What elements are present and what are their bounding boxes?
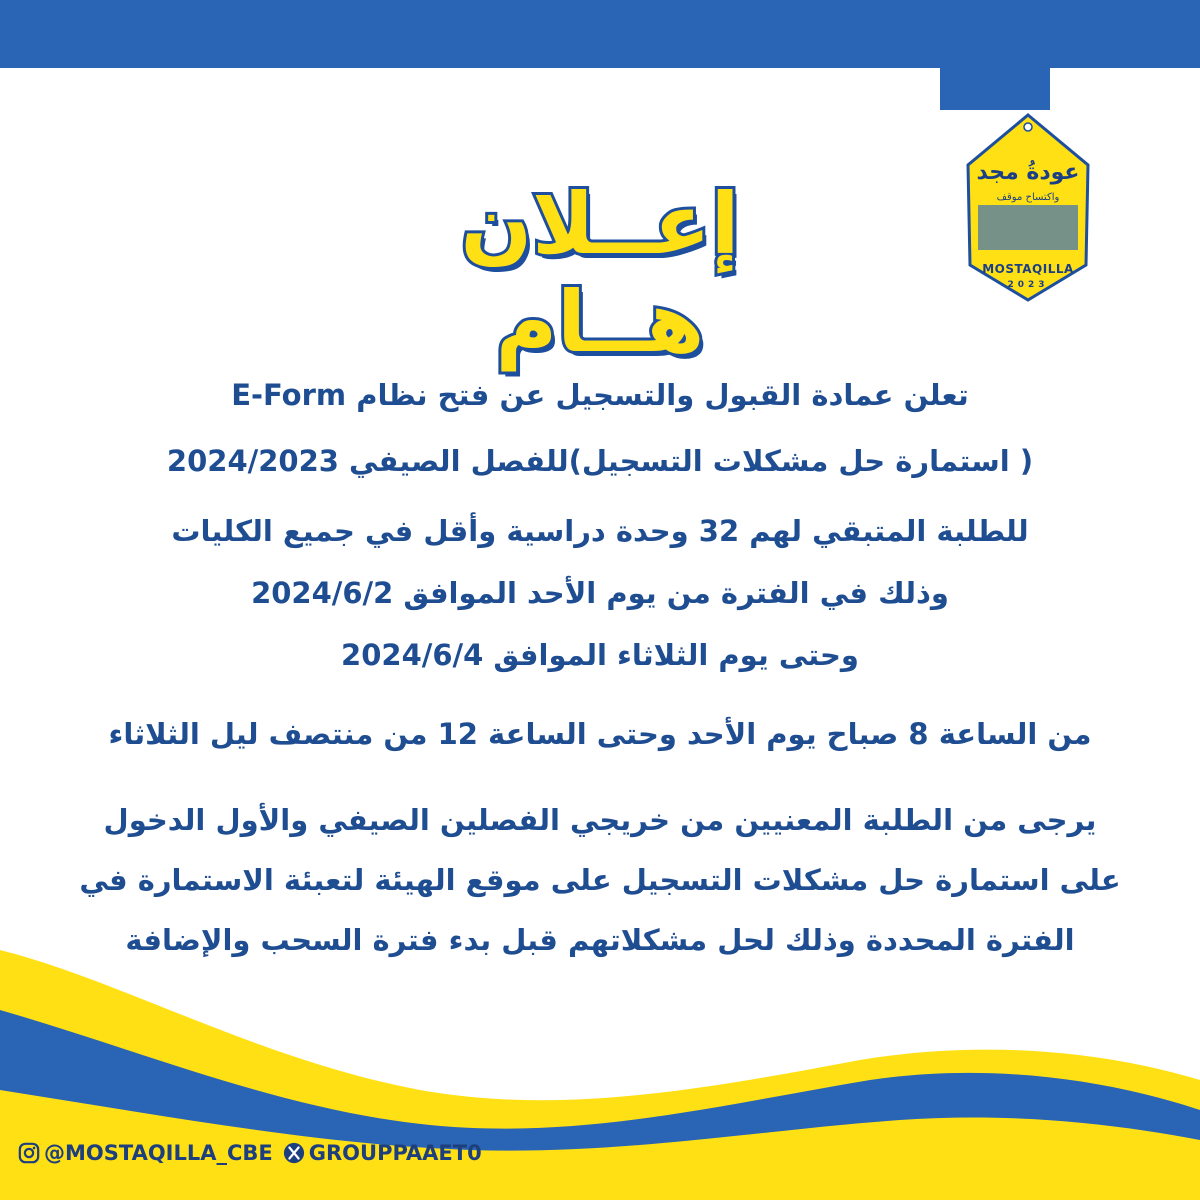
badge-hanger bbox=[940, 60, 1050, 110]
text-line: ( استمارة حل مشكلات التسجيل)للفصل الصيفي 2024/2023 bbox=[166, 444, 1034, 478]
paragraph-hours bbox=[40, 703, 1160, 765]
text-line: على استمارة حل مشكلات التسجيل على موقع الهيئة لتعبئة الاستمارة في bbox=[79, 863, 1121, 897]
badge-year: 2023 bbox=[1007, 280, 1049, 290]
instagram-handle: @MOSTAQILLA_CBE bbox=[44, 1141, 273, 1165]
text-line: يرجى من الطلبة المعنيين من خريجي الفصلين الصيفي والأول الدخول bbox=[103, 803, 1097, 837]
x-logo-icon bbox=[283, 1142, 305, 1164]
text-line: للطلبة المتبقي لهم 32 وحدة دراسية وأقل في جميع الكليات bbox=[171, 514, 1029, 548]
text-line: الفترة المحددة وذلك لحل مشكلاتهم قبل بدء فترة السحب والإضافة bbox=[125, 923, 1075, 957]
text-line: تعلن عمادة القبول والتسجيل عن فتح نظام E-Form bbox=[231, 378, 969, 412]
badge-arabic-subtitle: واكتساح موقف bbox=[996, 192, 1060, 203]
instagram-link[interactable] bbox=[18, 1141, 273, 1165]
text-line: وحتى يوم الثلاثاء الموافق 2024/6/4 bbox=[341, 638, 859, 672]
announcement-headline: إعــلان هــام bbox=[460, 175, 740, 371]
badge-name: MOSTAQILLA bbox=[982, 262, 1074, 276]
paragraph-eligibility-dates bbox=[40, 500, 1160, 686]
top-banner-bar bbox=[0, 0, 1200, 68]
text-line: من الساعة 8 صباح يوم الأحد وحتى الساعة 12 من منتصف ليل الثلاثاء bbox=[108, 717, 1092, 751]
social-footer bbox=[18, 1133, 482, 1173]
x-handle: GROUPPAAET0 bbox=[308, 1141, 482, 1165]
x-link[interactable] bbox=[283, 1141, 482, 1165]
badge-arabic-title: عودةُ مجد bbox=[976, 160, 1080, 185]
paragraph-eform-opening bbox=[40, 362, 1160, 494]
text-line: وذلك في الفترة من يوم الأحد الموافق 2024/6/2 bbox=[251, 576, 949, 610]
instagram-icon bbox=[18, 1142, 40, 1164]
